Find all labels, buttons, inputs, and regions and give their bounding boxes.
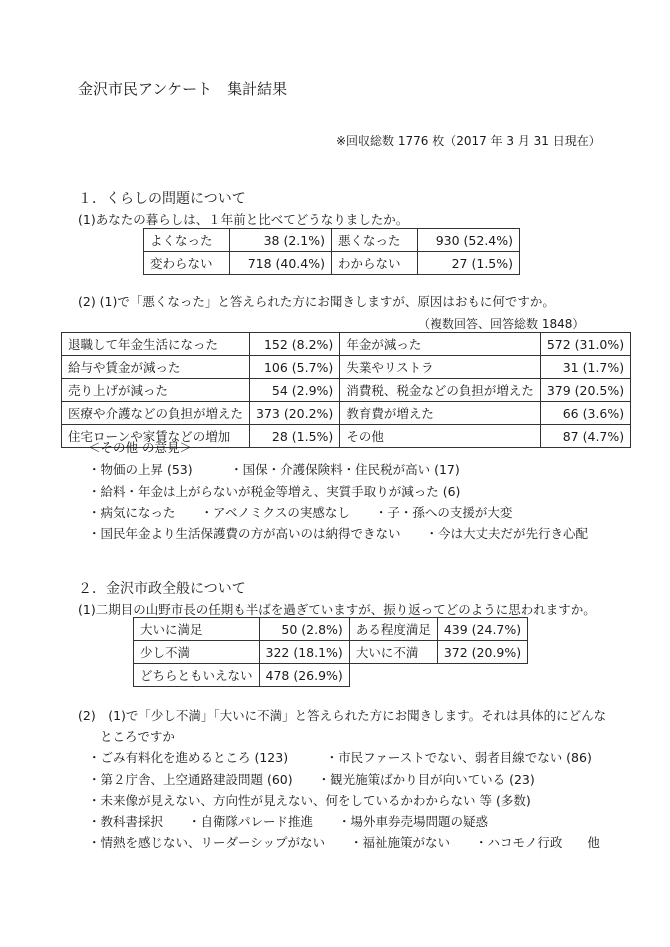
table-cell-value: 38 (2.1%): [229, 229, 331, 252]
table-cell-value: 152 (8.2%): [250, 333, 340, 356]
table-row: [62, 402, 631, 425]
list-item: ・病気になった ・アベノミクスの実感なし ・子・孫への支援が大変: [88, 505, 513, 520]
table-cell-label: 失業やリストラ: [340, 356, 541, 379]
list-item: ・第２庁舎、上空通路建設問題 (60) ・観光施策ばかり目が向いている (23): [88, 772, 535, 787]
list-item: ・未来像が見えない、方向性が見えない、何をしているかわからない 等 (多数): [88, 793, 531, 808]
other-opinions-heading: ＜その他 の意見＞: [88, 440, 192, 455]
table-cell-label: 教育費が増えた: [340, 402, 541, 425]
table-cell-label: 給与や賃金が減った: [62, 356, 250, 379]
section1-q1-text: (1)あなたの暮らしは、１年前と比べてどうなりましたか。: [78, 212, 409, 227]
table-cell-label: 大いに満足: [134, 618, 260, 641]
table-cell-value: 28 (1.5%): [250, 425, 340, 448]
table-row: [62, 379, 631, 402]
table-cell-label: 売り上げが減った: [62, 379, 250, 402]
table-row: [62, 333, 631, 356]
table-cell-value: 66 (3.6%): [540, 402, 630, 425]
list-item: ・物価の上昇 (53) ・国保・介護保険料・住民税が高い (17): [88, 462, 460, 477]
section1-q2-text: (2) (1)で「悪くなった」と答えられた方にお聞きしますが、原因はおもに何ですか。: [78, 294, 555, 309]
table-cell-label: わからない: [331, 252, 417, 275]
table-cell-label: 少し不満: [134, 641, 260, 664]
table-cell-empty: [349, 664, 527, 687]
table-cell-value: 478 (26.9%): [259, 664, 349, 687]
table-row: [144, 229, 520, 252]
table-row: [134, 618, 528, 641]
table-cell-value: 373 (20.2%): [250, 402, 340, 425]
table-cell-label: よくなった: [144, 229, 230, 252]
table-cell-value: 31 (1.7%): [540, 356, 630, 379]
section1-heading: １．くらしの問題について: [78, 191, 246, 207]
section2-heading: ２．金沢市政全般について: [78, 581, 246, 597]
table-cell-value: 930 (52.4%): [417, 229, 519, 252]
list-item: ・国民年金より生活保護費の方が高いのは納得できない ・今は大丈夫だが先行き心配: [88, 526, 589, 541]
table-cell-label: どちらともいえない: [134, 664, 260, 687]
table-cell-value: 106 (5.7%): [250, 356, 340, 379]
table-cell-label: 退職して年金生活になった: [62, 333, 250, 356]
table-cell-value: 439 (24.7%): [437, 618, 527, 641]
page-title: 金沢市民アンケート 集計結果: [78, 80, 288, 98]
table-row: [144, 252, 520, 275]
list-item: ・情熱を感じない、リーダーシップがない ・福祉施策がない ・ハコモノ行政 他: [88, 835, 600, 850]
table-cell-label: 悪くなった: [331, 229, 417, 252]
table-cell-label: 医療や介護などの負担が増えた: [62, 402, 250, 425]
table-cell-value: 27 (1.5%): [417, 252, 519, 275]
table-row: [134, 664, 528, 687]
table-cell-value: 322 (18.1%): [259, 641, 349, 664]
table-cell-label: その他: [340, 425, 541, 448]
table-cell-label: 年金が減った: [340, 333, 541, 356]
section1-q2-table: [61, 332, 631, 448]
table-cell-label: ある程度満足: [349, 618, 437, 641]
section2-q1-text: (1)二期目の山野市長の任期も半ばを過ぎていますが、振り返ってどのように思われますか。: [78, 602, 596, 617]
table-cell-value: 54 (2.9%): [250, 379, 340, 402]
table-cell-label: 変わらない: [144, 252, 230, 275]
table-cell-value: 718 (40.4%): [229, 252, 331, 275]
section1-q2-note: （複数回答、回答総数 1848）: [418, 317, 585, 331]
list-item: ・ごみ有料化を進めるところ (123) ・市民ファーストでない、弱者目線でない (86): [88, 750, 592, 765]
table-row: [134, 641, 528, 664]
table-cell-value: 50 (2.8%): [259, 618, 349, 641]
table-row: [62, 356, 631, 379]
table-cell-value: 87 (4.7%): [540, 425, 630, 448]
section2-q1-table: [133, 617, 528, 687]
list-item: ・教科書採択 ・自衛隊パレード推進 ・場外車券売場問題の疑惑: [88, 814, 489, 829]
response-count-note: ※回収総数 1776 枚（2017 年 3 月 31 日現在）: [336, 134, 601, 148]
section1-q1-table: [143, 228, 520, 275]
list-item: ・給料・年金は上がらないが税金等増え、実質手取りが減った (6): [88, 484, 461, 499]
table-cell-label: 消費税、税金などの負担が増えた: [340, 379, 541, 402]
table-cell-value: 372 (20.9%): [437, 641, 527, 664]
table-cell-label: 住宅ローンや家賃などの増加: [62, 425, 250, 448]
section2-q2-text-cont: ところですか: [100, 729, 175, 744]
section2-q2-text: (2) (1)で「少し不満」「大いに不満」と答えられた方にお聞きします。それは具体的にどんな: [78, 708, 607, 723]
table-cell-value: 572 (31.0%): [540, 333, 630, 356]
table-cell-value: 379 (20.5%): [540, 379, 630, 402]
table-cell-label: 大いに不満: [349, 641, 437, 664]
